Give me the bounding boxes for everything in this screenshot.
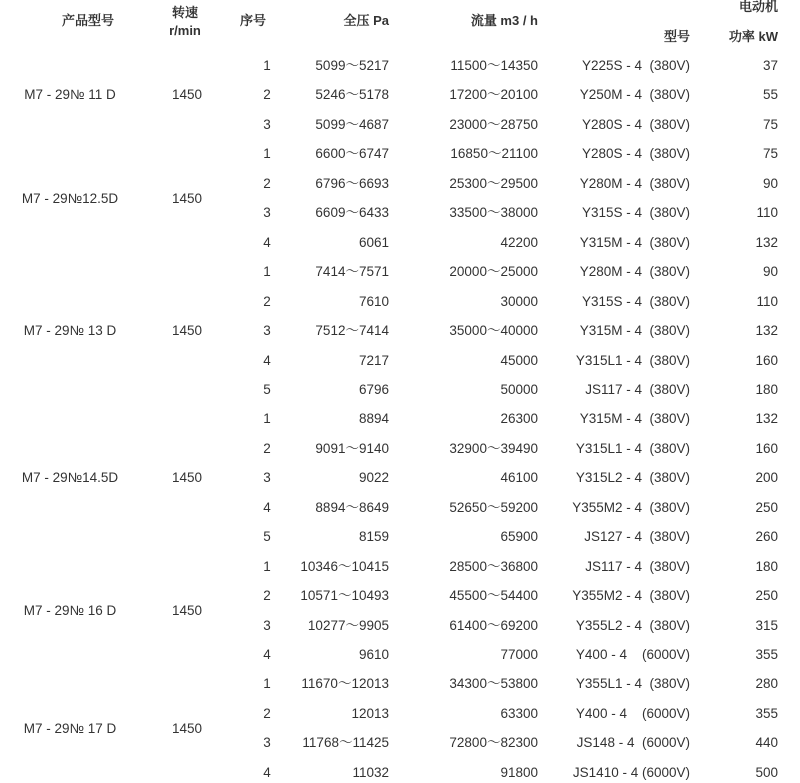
row-pressure: 7512～7414 bbox=[315, 323, 389, 339]
row-pressure: 7610 bbox=[358, 293, 389, 309]
row-pressure: 9610 bbox=[358, 647, 389, 662]
row-seq: 3 bbox=[263, 470, 271, 486]
row-pressure: 5246～5178 bbox=[315, 87, 389, 103]
row-pressure: 12013 bbox=[351, 705, 389, 721]
row-flow: 63300 bbox=[500, 705, 538, 721]
row-pressure: 9022 bbox=[358, 470, 389, 486]
row-motor-type: Y315L1 - 4 (380V) bbox=[575, 440, 690, 456]
row-motor-type: Y280S - 4 (380V) bbox=[581, 146, 690, 162]
row-flow: 45000 bbox=[500, 352, 538, 368]
group-speed: 1450 bbox=[171, 190, 203, 206]
row-power: 75 bbox=[762, 146, 778, 162]
group-model: M7 - 29№ 11 D bbox=[24, 87, 116, 103]
row-seq: 2 bbox=[263, 440, 271, 456]
row-motor-type: Y315M - 4 (380V) bbox=[579, 234, 690, 250]
row-seq: 2 bbox=[263, 293, 271, 309]
row-pressure: 8894 bbox=[358, 411, 389, 427]
row-power: 132 bbox=[755, 323, 778, 339]
row-power: 250 bbox=[755, 588, 778, 604]
row-seq: 3 bbox=[263, 323, 271, 339]
row-motor-type: Y280M - 4 (380V) bbox=[579, 264, 690, 280]
row-flow: 26300 bbox=[500, 411, 538, 427]
row-pressure: 11032 bbox=[352, 764, 389, 780]
group-model: M7 - 29№ 17 D bbox=[23, 720, 117, 736]
row-power: 180 bbox=[755, 381, 778, 397]
row-pressure: 7414～7571 bbox=[315, 264, 389, 280]
group-model: M7 - 29№ 16 D bbox=[23, 602, 117, 618]
header-pressure: 全压 Pa bbox=[343, 13, 389, 28]
row-motor-type: Y280S - 4 (380V) bbox=[581, 116, 690, 132]
row-seq: 1 bbox=[263, 558, 271, 574]
row-pressure: 6796 bbox=[358, 381, 389, 397]
row-power: 160 bbox=[755, 352, 778, 368]
row-motor-type: Y355M2 - 4 (380V) bbox=[572, 588, 690, 604]
row-seq: 4 bbox=[263, 764, 271, 780]
row-seq: 4 bbox=[263, 352, 271, 368]
row-seq: 2 bbox=[263, 588, 271, 604]
row-pressure: 11670～12013 bbox=[301, 676, 389, 692]
row-flow: 91800 bbox=[500, 764, 538, 780]
group-speed: 1450 bbox=[171, 602, 203, 618]
row-flow: 52650～59200 bbox=[449, 499, 538, 515]
row-flow: 11500～14350 bbox=[450, 58, 538, 73]
row-motor-type: JS117 - 4 (380V) bbox=[585, 558, 690, 574]
row-motor-type: Y315M - 4 (380V) bbox=[579, 411, 690, 427]
row-pressure: 6600～6747 bbox=[315, 146, 389, 162]
row-pressure: 8159 bbox=[358, 529, 389, 545]
row-flow: 50000 bbox=[500, 381, 538, 397]
row-flow: 61400～69200 bbox=[449, 617, 538, 633]
row-power: 90 bbox=[762, 264, 778, 280]
row-pressure: 6609～6433 bbox=[315, 205, 389, 221]
row-power: 180 bbox=[755, 558, 778, 574]
group-speed: 1450 bbox=[171, 720, 203, 736]
row-flow: 46100 bbox=[500, 470, 538, 486]
header-motor-power: 功率 kW bbox=[728, 29, 778, 44]
row-pressure: 10346～10415 bbox=[300, 558, 389, 574]
row-seq: 4 bbox=[263, 234, 271, 250]
row-pressure: 7217 bbox=[358, 352, 389, 368]
row-flow: 25300～29500 bbox=[449, 175, 538, 191]
row-motor-type: Y400 - 4 (6000V) bbox=[575, 647, 690, 662]
header-flow: 流量 m3 / h bbox=[470, 13, 538, 28]
row-seq: 2 bbox=[263, 705, 271, 721]
row-flow: 77000 bbox=[500, 647, 538, 662]
row-seq: 4 bbox=[263, 647, 271, 662]
row-motor-type: Y250M - 4 (380V) bbox=[579, 87, 690, 103]
row-flow: 33500～38000 bbox=[449, 205, 538, 221]
row-seq: 3 bbox=[263, 116, 271, 132]
row-power: 75 bbox=[762, 116, 778, 132]
header-speed bbox=[160, 4, 210, 40]
row-flow: 17200～20100 bbox=[449, 87, 538, 103]
row-power: 315 bbox=[755, 617, 778, 633]
row-seq: 2 bbox=[263, 175, 271, 191]
row-seq: 3 bbox=[263, 205, 271, 221]
row-pressure: 6796～6693 bbox=[315, 175, 389, 191]
row-motor-type: JS127 - 4 (380V) bbox=[584, 529, 690, 545]
row-flow: 42200 bbox=[500, 234, 538, 250]
row-motor-type: Y315S - 4 (380V) bbox=[581, 205, 690, 221]
header-speed-unit: r/min bbox=[169, 23, 201, 38]
row-power: 500 bbox=[755, 764, 778, 780]
header-motor-type: 型号 bbox=[663, 29, 690, 44]
row-seq: 4 bbox=[263, 499, 271, 515]
row-power: 132 bbox=[755, 411, 778, 427]
row-motor-type: Y355M2 - 4 (380V) bbox=[572, 499, 690, 515]
row-seq: 2 bbox=[263, 87, 271, 103]
row-flow: 34300～53800 bbox=[449, 676, 538, 692]
row-motor-type: JS117 - 4 (380V) bbox=[585, 381, 690, 397]
row-pressure: 6061 bbox=[358, 234, 389, 250]
row-seq: 1 bbox=[263, 264, 271, 280]
row-flow: 65900 bbox=[500, 529, 538, 545]
group-model: M7 - 29№14.5D bbox=[21, 470, 119, 486]
row-power: 440 bbox=[755, 735, 778, 751]
row-motor-type: JS148 - 4 (6000V) bbox=[576, 735, 690, 751]
row-seq: 5 bbox=[263, 381, 271, 397]
row-pressure: 8894～8649 bbox=[315, 499, 389, 515]
row-power: 55 bbox=[762, 87, 778, 103]
group-speed: 1450 bbox=[171, 87, 203, 103]
row-power: 90 bbox=[762, 175, 778, 191]
row-pressure: 5099～4687 bbox=[315, 116, 389, 132]
row-motor-type: Y280M - 4 (380V) bbox=[579, 175, 690, 191]
group-model: M7 - 29№12.5D bbox=[21, 190, 119, 206]
row-power: 110 bbox=[756, 293, 778, 309]
row-motor-type: JS1410 - 4 (6000V) bbox=[572, 764, 690, 780]
row-seq: 3 bbox=[263, 617, 271, 633]
group-speed: 1450 bbox=[171, 470, 203, 486]
header-seq: 序号 bbox=[240, 13, 267, 28]
header-speed-label: 转速 bbox=[171, 5, 198, 20]
row-pressure: 11768～11425 bbox=[302, 735, 389, 751]
row-power: 280 bbox=[755, 676, 778, 692]
row-power: 132 bbox=[755, 234, 778, 250]
row-pressure: 10571～10493 bbox=[300, 588, 389, 604]
row-pressure: 10277～9905 bbox=[307, 617, 389, 633]
row-seq: 1 bbox=[263, 58, 271, 73]
header-model: 产品型号 bbox=[62, 13, 115, 28]
row-motor-type: Y400 - 4 (6000V) bbox=[575, 705, 690, 721]
row-motor-type: Y225S - 4 (380V) bbox=[581, 58, 690, 73]
row-pressure: 5099～5217 bbox=[315, 58, 389, 73]
row-pressure: 9091～9140 bbox=[315, 440, 389, 456]
row-motor-type: Y315M - 4 (380V) bbox=[579, 323, 690, 339]
row-flow: 45500～54400 bbox=[449, 588, 538, 604]
row-power: 110 bbox=[756, 205, 778, 221]
row-motor-type: Y315L1 - 4 (380V) bbox=[575, 352, 690, 368]
row-motor-type: Y315L2 - 4 (380V) bbox=[575, 470, 690, 486]
row-flow: 23000～28750 bbox=[449, 116, 538, 132]
row-motor-type: Y355L2 - 4 (380V) bbox=[575, 617, 690, 633]
row-seq: 5 bbox=[263, 529, 271, 545]
row-flow: 35000～40000 bbox=[449, 323, 538, 339]
row-flow: 28500～36800 bbox=[449, 558, 538, 574]
group-model: M7 - 29№ 13 D bbox=[23, 323, 117, 339]
row-motor-type: Y355L1 - 4 (380V) bbox=[575, 676, 690, 692]
row-flow: 72800～82300 bbox=[449, 735, 538, 751]
row-flow: 32900～39490 bbox=[449, 440, 538, 456]
row-seq: 1 bbox=[263, 676, 271, 692]
row-power: 160 bbox=[755, 440, 778, 456]
row-seq: 1 bbox=[263, 146, 271, 162]
row-power: 37 bbox=[762, 58, 778, 73]
row-seq: 3 bbox=[263, 735, 271, 751]
row-power: 200 bbox=[755, 470, 778, 486]
row-flow: 16850～21100 bbox=[450, 146, 538, 162]
row-power: 355 bbox=[755, 647, 778, 662]
row-power: 260 bbox=[755, 529, 778, 545]
row-motor-type: Y315S - 4 (380V) bbox=[581, 293, 690, 309]
row-power: 250 bbox=[755, 499, 778, 515]
header-motor: 电动机 bbox=[738, 0, 778, 14]
row-flow: 20000～25000 bbox=[449, 264, 538, 280]
row-flow: 30000 bbox=[500, 293, 538, 309]
row-seq: 1 bbox=[263, 411, 271, 427]
row-power: 355 bbox=[755, 705, 778, 721]
group-speed: 1450 bbox=[171, 323, 203, 339]
